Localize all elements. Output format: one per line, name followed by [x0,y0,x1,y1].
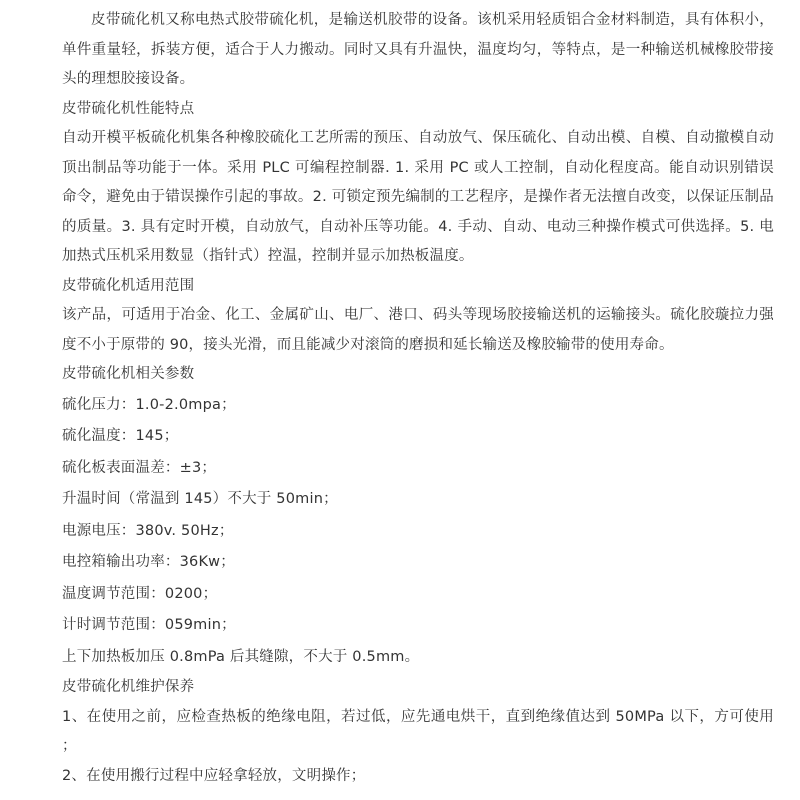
article-body [62,6,774,791]
param-gap: 上下加热板加压 0.8mPa 后其缝隙，不大于 0.5mm。 [62,648,420,665]
param-output-power: 电控箱输出功率：36Kw； [62,554,235,570]
param-temperature: 硫化温度：145； [62,428,179,444]
intro-paragraph: 皮带硫化机又称电热式胶带硫化机，是输送机胶带的设备。该机采用轻质铝合金材料制造，具有体积小，单件重量轻，拆装方便，适合于人力搬动。同时又具有升温快，温度均匀，等特点，是一种输送机械橡胶带接头的理想胶接设备。 [62,12,774,87]
param-temp-range: 温度调节范围：0200； [62,585,218,602]
maintenance-item-1: 1、在使用之前，应检查热板的绝缘电阻，若过低，应先通电烘干，直到绝缘值达到 50MPa 以下，方可使用； [62,708,774,754]
features-heading: 皮带硫化机性能特点 [62,100,195,117]
param-pressure: 硫化压力：1.0-2.0mpa； [62,396,236,413]
maintenance-heading: 皮带硫化机维护保养 [62,679,195,695]
params-heading: 皮带硫化机相关参数 [62,366,195,382]
param-surface-temp-diff: 硫化板表面温差：±3； [62,459,217,476]
param-heating-time: 升温时间（常温到 145）不大于 50min； [62,491,338,507]
scope-paragraph: 该产品，可适用于冶金、化工、金属矿山、电厂、港口、码头等现场胶接输送机的运输接头。硫化胶璇拉力强度不小于原带的 90，接头光滑，而且能减少对滚筒的磨损和延长输送及橡胶输带的使用寿命。 [62,307,774,353]
scope-heading: 皮带硫化机适用范围 [62,277,195,294]
maintenance-item-2: 2、在使用搬行过程中应轻拿轻放，文明操作； [62,767,366,784]
features-paragraph: 自动开模平板硫化机集各种橡胶硫化工艺所需的预压、自动放气、保压硫化、自动出模、自模、自动撤模自动顶出制品等功能于一体。采用 PLC 可编程控制器. 1. 采用 PC 或人工控制，自动化程度高。能自动识别错误命令，避免由于错误操作引起的事故。2. 可锁定预先编制的工艺程序，是操作者无法擅自改变，以保证压制品的质量。3. 具有定时开模，自动放气，自动补压等功能。4. 手动、自动、电动三种操作模式可供选择。5. 电加热式压机采用数显（指针式）控温，控制并显示加热板温度。 [62,130,774,264]
param-voltage: 电源电压：380v. 50Hz； [62,522,234,539]
param-timer-range: 计时调节范围：059min； [62,617,236,633]
